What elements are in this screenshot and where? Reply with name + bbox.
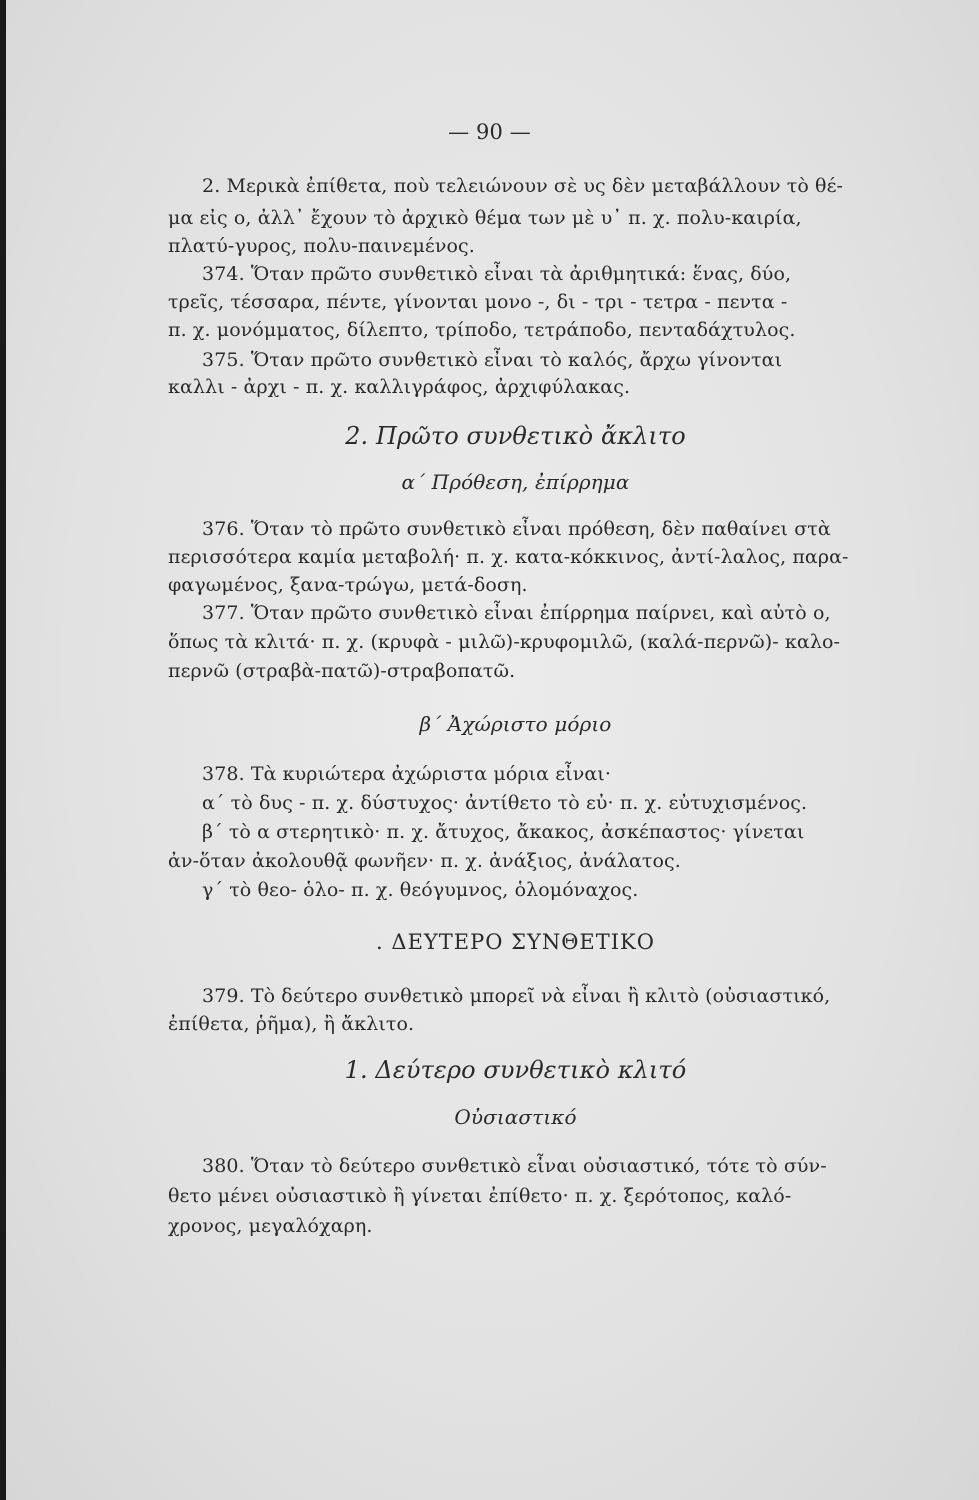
section-heading: 1. Δεύτερο συνθετικὸ κλιτό (344, 1056, 687, 1084)
paragraph-line: 377. Ὅταν πρῶτο συνθετικὸ εἶναι ἐπίρρημα παίρνει, καὶ αὐτὸ ο, (202, 602, 831, 624)
subsection-heading: β΄ Ἀχώριστο μόριο (419, 712, 612, 736)
paragraph-line: 380. Ὅταν τὸ δεύτερο συνθετικὸ εἶναι οὐσιαστικό, τότε τὸ σύν- (202, 1155, 827, 1177)
paragraph-line: 374. Ὅταν πρῶτο συνθετικὸ εἶναι τὰ ἀριθμητικά: ἕνας, δύο, (202, 263, 792, 285)
paragraph-line: χρονος, μεγαλόχαρη. (168, 1215, 373, 1237)
paragraph-line: γ΄ τὸ θεο- ὁλο- π. χ. θεόγυμνος, ὁλομόναχος. (202, 879, 639, 901)
paragraph-line: θετο μένει οὐσιαστικὸ ἢ γίνεται ἐπίθετο· π. χ. ξερότοπος, καλό- (168, 1185, 792, 1207)
paragraph-line: τρεῖς, τέσσαρα, πέντε, γίνονται μονο -, δι - τρι - τετρα - πεντα - (168, 291, 788, 313)
paragraph-line: πλατύ-γυρος, πολυ-παινεμένος. (168, 235, 475, 257)
paragraph-line: ἐπίθετα, ῥῆμα), ἢ ἄκλιτο. (168, 1013, 415, 1035)
paragraph-line: ὅπως τὰ κλιτά· π. χ. (κρυφὰ - μιλῶ)-κρυφομιλῶ, (καλά-περνῶ)- καλο- (168, 631, 841, 653)
paragraph-line: β΄ τὸ α στερητικὸ· π. χ. ἄτυχος, ἄκακος, ἀσκέπαστος· γίνεται (202, 821, 805, 843)
subsection-heading: α΄ Πρόθεση, ἐπίρρημα (401, 470, 630, 494)
paragraph-line: καλλι - ἀρχι - π. χ. καλλιγράφος, ἀρχιφύλακας. (168, 376, 631, 398)
section-heading: 2. Πρῶτο συνθετικὸ ἄκλιτο (345, 422, 686, 450)
paragraph-line: 378. Τὰ κυριώτερα ἀχώριστα μόρια εἶναι· (202, 763, 611, 785)
paragraph-line: α΄ τὸ δυς - π. χ. δύστυχος· ἀντίθετο τὸ εὐ· π. χ. εὐτυχισμένος. (202, 792, 808, 814)
paragraph-line: 376. Ὅταν τὸ πρῶτο συνθετικὸ εἶναι πρόθεση, δὲν παθαίνει στὰ (202, 518, 831, 540)
paragraph-line: 375. Ὅταν πρῶτο συνθετικὸ εἶναι τὸ καλός, ἄρχω γίνονται (202, 349, 783, 371)
paragraph-line: φαγωμένος, ξανα-τρώγω, μετά-δοση. (168, 574, 528, 596)
paragraph-line: ἀν-ὅταν ἀκολουθᾷ φωνῆεν· π. χ. ἀνάξιος, ἀνάλατος. (168, 850, 681, 872)
chapter-heading: . ΔΕΥΤΕΡΟ ΣΥΝΘΕΤΙΚΟ (376, 930, 655, 954)
page-number: — 90 — (448, 120, 531, 144)
paragraph-line: π. χ. μονόμματος, δίλεπτο, τρίποδο, τετράποδο, πενταδάχτυλος. (168, 319, 796, 341)
page-binding-edge (0, 0, 6, 1500)
subsection-heading: Οὐσιαστικό (454, 1105, 577, 1129)
paragraph-line: μα εἰς ο, ἀλλ᾽ ἔχουν τὸ ἀρχικὸ θέμα των μὲ υ᾽ π. χ. πολυ-καιρία, (168, 207, 802, 229)
paragraph-line: 379. Τὸ δεύτερο συνθετικὸ μπορεῖ νὰ εἶναι ἢ κλιτὸ (οὐσιαστικό, (202, 985, 831, 1007)
paragraph-line: 2. Μερικὰ ἐπίθετα, ποὺ τελειώνουν σὲ υς δὲν μεταβάλλουν τὸ θέ- (202, 175, 844, 197)
paragraph-line: περισσότερα καμία μεταβολή· π. χ. κατα-κόκκινος, ἀντί-λαλος, παρα- (168, 546, 849, 568)
paragraph-line: περνῶ (στραβὰ-πατῶ)-στραβοπατῶ. (168, 660, 516, 682)
